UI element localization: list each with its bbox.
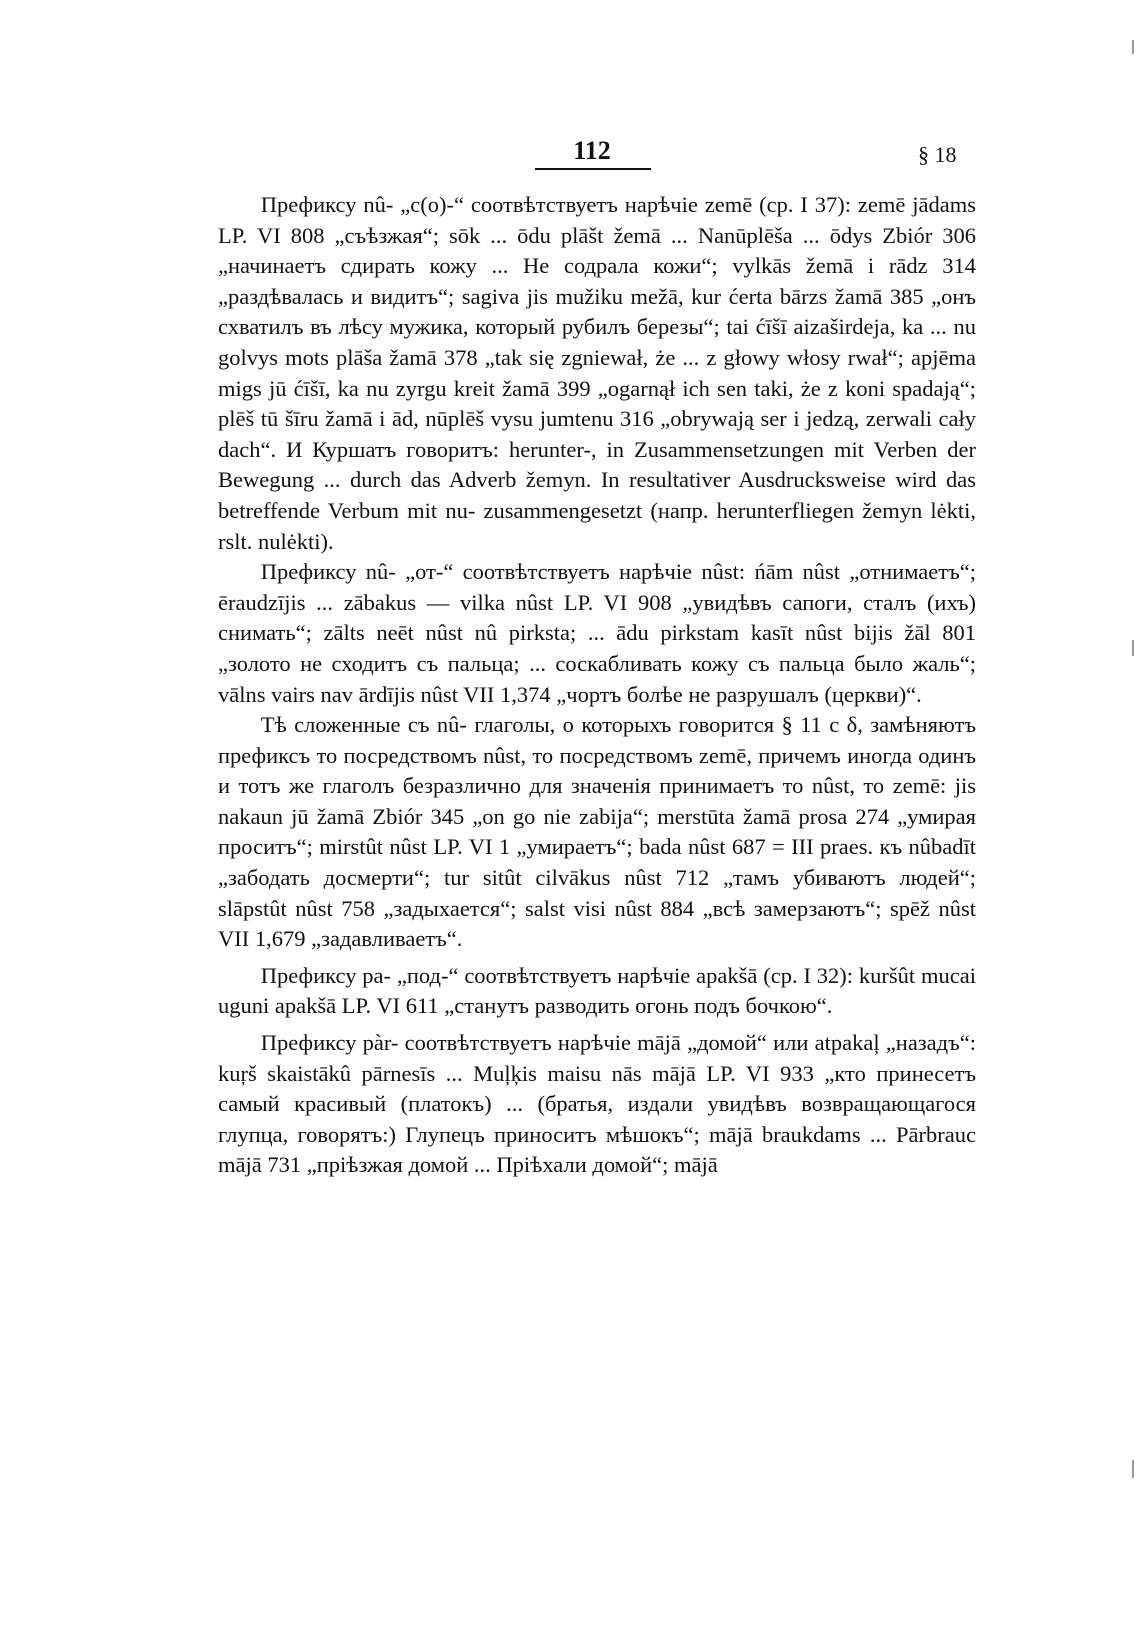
paragraph-prefix-nu-zeme: Префиксу nû- „c(o)-“ соотвѣтствуетъ нарѣчіе zemē (ср. I 37): zemē jādams LP. VI 808 „съѣзжая“; sōk ... ōdu plāšt žemā ... Nanūplēša ... ōdys Zbiór 306 „начинаетъ сдирать кожу ... Не содрала кожи“; vylkās žemā i rādz 314 „раздѣвалась и видитъ“; sagiva jis mužiku mežā, kur ćerta bārzs žamā 385 „онъ схватилъ въ лѣсу мужика, который рубилъ березы“; tai ćīšī aizaširdeja, ka ... nu golvys mots plāša žamā 378 „tak się zgniewał, że ... z głowy włosy rwał“; apjēma migs jū ćīšī, ka nu zyrgu kreit žamā 399 „ogarnął ich sen taki, że z koni spadają“; plēš tū šīru žamā i ād, nūplēš vysu jumtenu 316 „obrywają ser i jedzą, zerwali cały dach“. И Куршатъ говоритъ: herunter-, in Zusammensetzungen mit Verben der Bewegung ... durch das Adverb žemyn. In resultativer Ausdrucksweise wird das betreffende Verbum mit nu- zusammengesetzt (напр. herunterfliegen žemyn lėkti, rslt. nulėkti). [218,192,976,554]
body-text [218,190,976,1181]
scan-edge-mark [1132,1460,1134,1478]
paragraph-prefix-par: Префиксу pàr- соотвѣтствуетъ нарѣчіе mājā „домой“ или atpakaļ „назадъ“: kuŗš skaistākû pārnesīs ... Muļķis maisu nās mājā LP. VI 933 „кто принесетъ самый красивый (платокъ) ... (братья, издали увидѣвъ возвращающагося глупца, говорятъ:) Глупецъ приноситъ мѣшокъ“; mājā braukdams ... Pārbrauc mājā 731 „пріѣзжая домой ... Пріѣхали домой“; mājā [218,1030,976,1178]
header-rule [535,168,651,170]
scan-edge-mark [1132,640,1134,656]
page-number: 112 [573,136,611,165]
section-reference: § 18 [918,142,957,167]
paragraph-prefix-pa: Префиксу pa- „под-“ соотвѣтствуетъ нарѣчіе apakšā (ср. I 32): kuršût mucai uguni apakšā LP. VI 611 „станутъ разводить огонь подъ бочкою“. [218,962,976,1019]
paragraph-compound-verbs: Тѣ сложенные съ nû- глаголы, о которыхъ говорится § 11 c δ, замѣняютъ префиксъ то посредствомъ nûst, то посредствомъ zemē, причемъ иногда одинъ и тотъ же глаголъ безразлично для значенія принимаетъ то nûst, то zemē: jis nakaun jū žamā Zbiór 345 „on go nie zabija“; merstūta žamā prosa 274 „умирая проситъ“; mirstût nûst LP. VI 1 „умираетъ“; bada nûst 687 = III praes. къ nûbadīt „забодать досмерти“; tur sitût cilvākus nûst 712 „тамъ убиваютъ людей“; slāpstût nûst 758 „задыхается“; salst visi nûst 884 „всѣ замерзаютъ“; spēž nûst VII 1,679 „задавливаетъ“. [218,712,976,952]
paragraph-prefix-nu-nust: Префиксу nû- „от-“ соотвѣтствуетъ нарѣчіе nûst: ńām nûst „отнимаетъ“; ēraudzījis ... zābakus — vilka nûst LP. VI 908 „увидѣвъ сапоги, сталъ (ихъ) снимать“; zālts neēt nûst nû pirksta; ... ādu pirkstam kasīt nûst bijis žāl 801 „золото не сходитъ съ пальца; ... соскабливать кожу съ пальца было жаль“; vālns vairs nav ārdījis nûst VII 1,374 „чортъ болѣе не разрушалъ (церкви)“. [218,559,976,707]
page-header [0,136,1140,176]
scan-edge-mark [1132,40,1134,54]
